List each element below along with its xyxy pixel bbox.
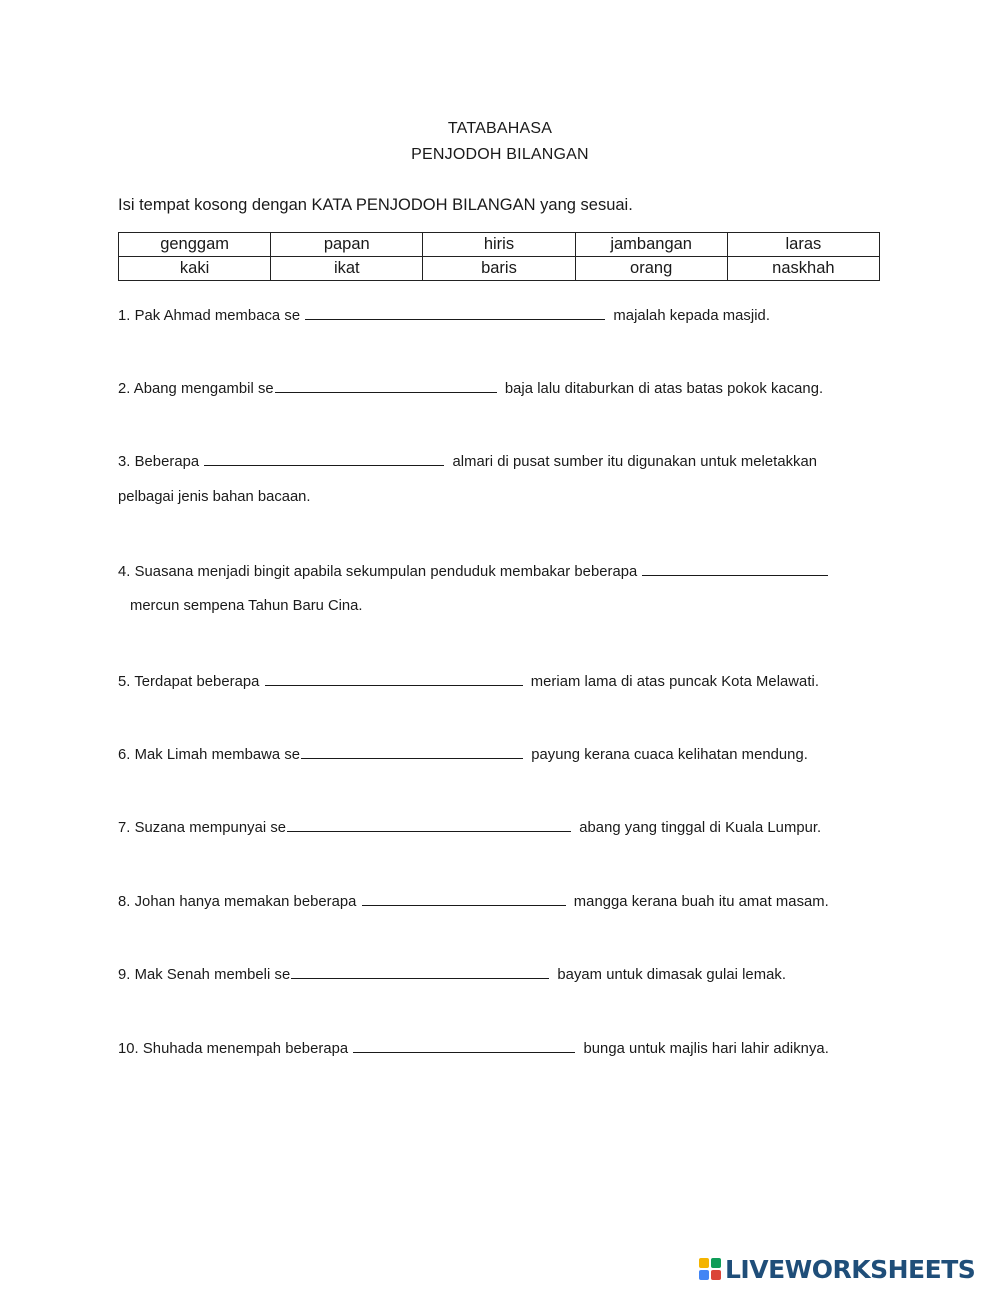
instruction-text: Isi tempat kosong dengan KATA PENJODOH BILANGAN yang sesuai. — [118, 196, 633, 214]
question-text-before: 9. Mak Senah membeli se — [118, 967, 291, 983]
logo-square — [711, 1270, 721, 1280]
question-text-after: mangga kerana buah itu amat masam. — [569, 894, 829, 910]
question-5 — [118, 672, 819, 690]
answer-blank-7[interactable] — [287, 818, 571, 832]
page-subtitle: PENJODOH BILANGAN — [411, 146, 589, 163]
answer-blank-3[interactable] — [204, 452, 444, 466]
word-bank-row — [119, 257, 880, 281]
question-text-before: 5. Terdapat beberapa — [118, 674, 264, 690]
word-bank-cell: hiris — [423, 233, 575, 257]
logo-square — [699, 1270, 709, 1280]
question-text-after: almari di pusat sumber itu digunakan untuk meletakkan — [448, 454, 818, 470]
question-text-before: 3. Beberapa — [118, 454, 204, 470]
question-text-after: majalah kepada masjid. — [609, 308, 770, 324]
question-4-continuation: mercun sempena Tahun Baru Cina. — [130, 598, 363, 614]
word-bank-cell: laras — [727, 233, 879, 257]
question-text-after: bunga untuk majlis hari lahir adiknya. — [579, 1041, 829, 1057]
answer-blank-1[interactable] — [305, 306, 605, 320]
logo-text: LIVEWORKSHEETS — [725, 1254, 976, 1284]
question-9 — [118, 965, 786, 983]
answer-blank-6[interactable] — [301, 745, 523, 759]
page-title: TATABAHASA — [447, 120, 553, 137]
answer-blank-2[interactable] — [275, 379, 497, 393]
question-6 — [118, 745, 808, 763]
question-text-before: 6. Mak Limah membawa se — [118, 747, 301, 763]
answer-blank-4[interactable] — [642, 562, 828, 576]
question-text-before: 1. Pak Ahmad membaca se — [118, 308, 305, 324]
question-text-after: baja lalu ditaburkan di atas batas pokok kacang. — [500, 381, 824, 397]
question-text-before: 2. Abang mengambil se — [118, 381, 274, 397]
question-text-after: meriam lama di atas puncak Kota Melawati. — [526, 674, 819, 690]
word-bank-row — [119, 233, 880, 257]
question-3-continuation: pelbagai jenis bahan bacaan. — [118, 489, 311, 505]
logo-square — [711, 1258, 721, 1268]
question-1 — [118, 306, 770, 324]
word-bank-cell: naskhah — [727, 257, 879, 281]
word-bank-cell: ikat — [271, 257, 423, 281]
question-text-before: 4. Suasana menjadi bingit apabila sekumpulan penduduk membakar beberapa — [118, 564, 642, 580]
logo-square — [699, 1258, 709, 1268]
word-bank-cell: orang — [575, 257, 727, 281]
answer-blank-5[interactable] — [265, 672, 523, 686]
word-bank-cell: papan — [271, 233, 423, 257]
question-10 — [118, 1039, 829, 1057]
question-2 — [118, 379, 823, 397]
question-text-after: abang yang tinggal di Kuala Lumpur. — [575, 820, 822, 836]
question-8 — [118, 892, 829, 910]
answer-blank-8[interactable] — [362, 892, 566, 906]
liveworksheets-logo — [698, 1256, 975, 1282]
liveworksheets-logo-icon — [698, 1257, 722, 1281]
word-bank-table — [118, 232, 880, 281]
word-bank-cell: baris — [423, 257, 575, 281]
answer-blank-10[interactable] — [353, 1039, 575, 1053]
word-bank-cell: genggam — [119, 233, 271, 257]
question-text-after: payung kerana cuaca kelihatan mendung. — [527, 747, 808, 763]
question-text-after: bayam untuk dimasak gulai lemak. — [553, 967, 786, 983]
answer-blank-9[interactable] — [291, 965, 549, 979]
question-text-before: 7. Suzana mempunyai se — [118, 820, 287, 836]
question-text-before: 10. Shuhada menempah beberapa — [118, 1041, 353, 1057]
question-4 — [118, 562, 832, 580]
word-bank-cell: kaki — [119, 257, 271, 281]
question-text-before: 8. Johan hanya memakan beberapa — [118, 894, 361, 910]
question-3 — [118, 452, 817, 470]
question-7 — [118, 818, 821, 836]
word-bank-cell: jambangan — [575, 233, 727, 257]
